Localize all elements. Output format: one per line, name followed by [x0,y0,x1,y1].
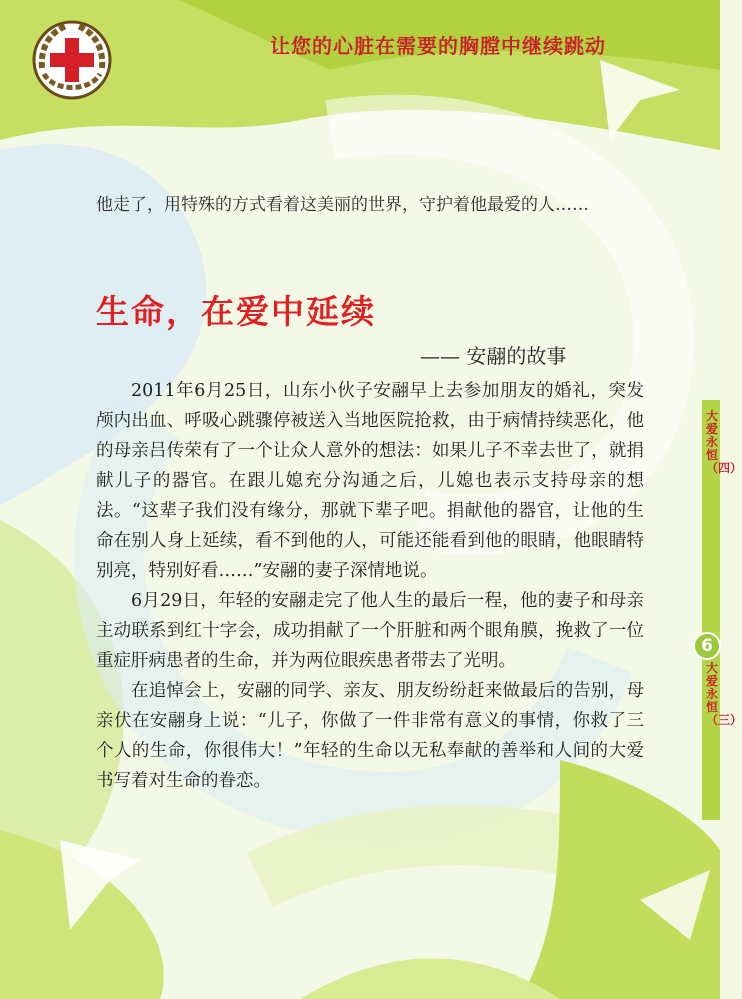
page-number-badge: 6 [693,632,721,660]
article-subtitle: —— 安翮的故事 [420,344,567,368]
intro-line: 他走了，用特殊的方式看着这美丽的世界，守护着他最爱的人…… [96,195,589,215]
article-title: 生命，在爱中延续 [96,292,376,331]
header-slogan: 让您的心脏在需要的胸膛中继续跳动 [270,34,606,58]
paragraph-2: 6月29日，年轻的安翮走完了他人生的最后一程，他的妻子和母亲主动联系到红十字会，成功捐献了一个肝脏和两个眼角膜，挽救了一位重症肝病患者的生命，并为两位眼疾患者带去了光明。 [96,591,644,671]
paragraph-1: 2011年6月25日，山东小伙子安翮早上去参加朋友的婚礼，突发颅内出血、呼吸心跳骤停被送入当地医院抢救，由于病情持续恶化，他的母亲吕传荣有了一个让众人意外的想法：如果儿子不幸去世了，就捐献儿子的器官。在跟儿媳充分沟通之后，儿媳也表示支持母亲的想法。“这辈子我们没有缘分，那就下辈子吧。捐献他的器官，让他的生命在别人身上延续，看不到他的人，可能还能看到他的眼睛，他眼睛特别亮，特别好看……”安翮的妻子深情地说。 [96,381,644,581]
red-cross-emblem-icon [30,18,114,102]
side-tab-label-top: 大爱永恒（四） [706,409,742,475]
article-body [96,376,644,796]
paragraph-3: 在追悼会上，安翮的同学、亲友、朋友纷纷赶来做最后的告别，母亲伏在安翮身上说：“儿子，你做了一件非常有意义的事情，你救了三个人的生命，你很伟大！”年轻的生命以无私奉献的善举和人间的大爱书写着对生命的眷恋。 [96,681,644,791]
side-tab-label-bottom: 大爱永恒（三） [706,661,742,727]
